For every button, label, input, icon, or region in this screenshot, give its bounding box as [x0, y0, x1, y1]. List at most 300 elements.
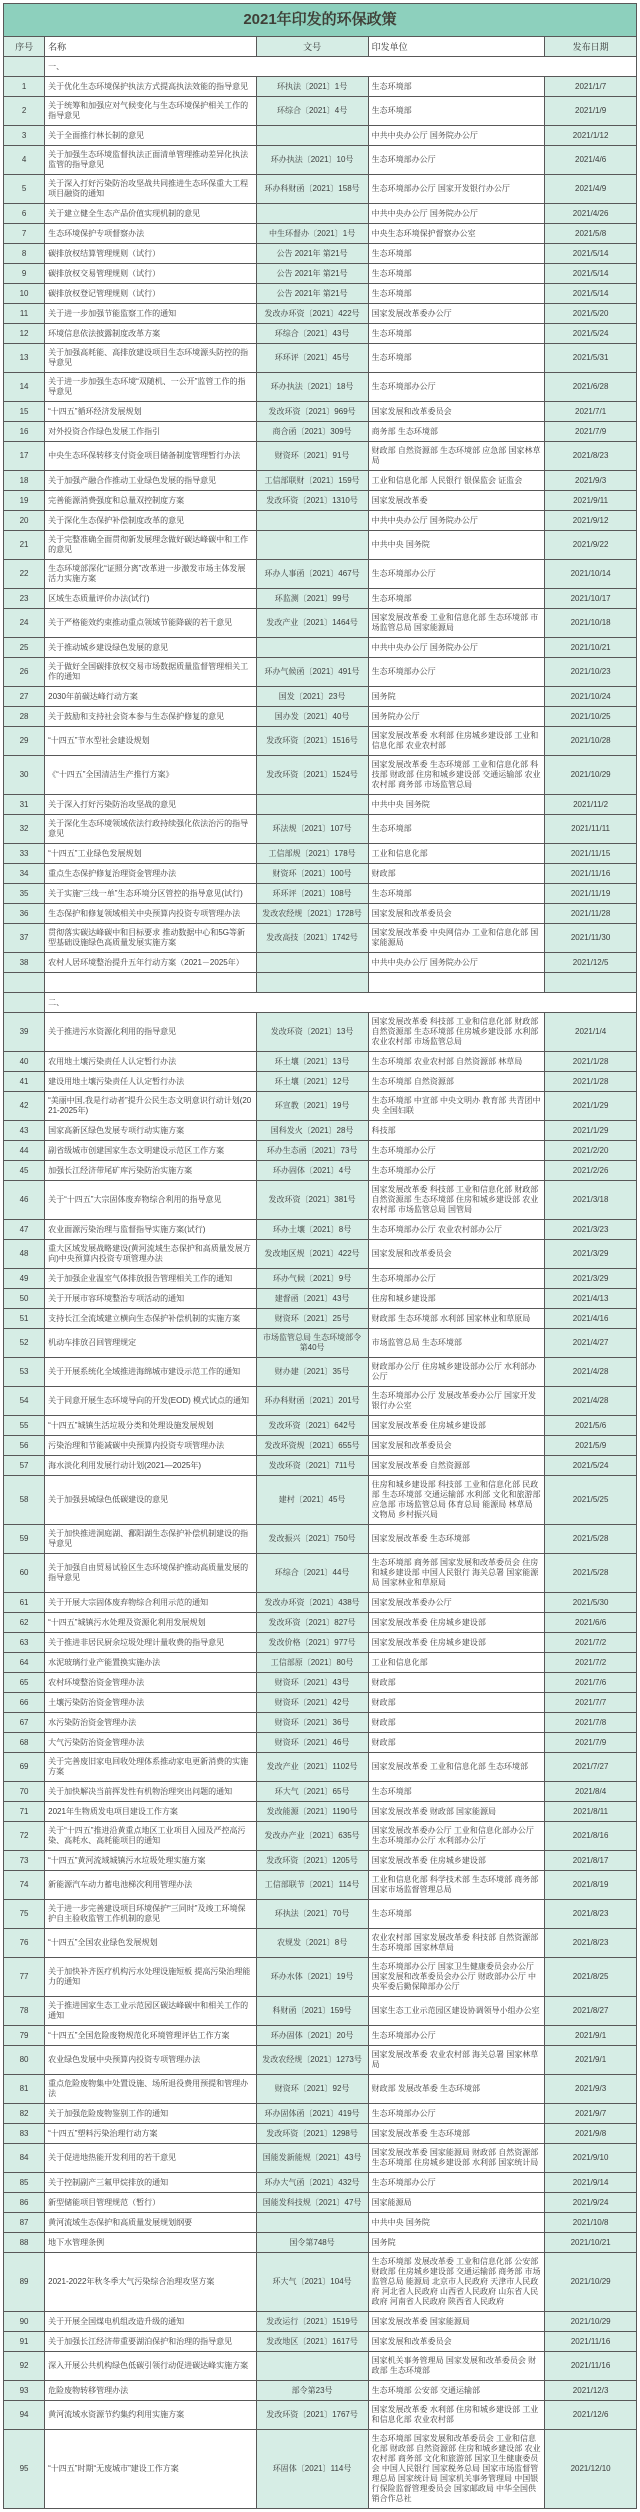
row-number-cell: 45: [4, 1161, 45, 1181]
issuing-unit-cell: 生态环境部 商务部 国家发展和改革委员会 住房和城乡建设部 中国人民银行 海关总署 国家能源局 国家林业和草原局: [368, 1554, 545, 1593]
issuing-unit-cell: 生态环境部: [368, 884, 545, 904]
publish-date-cell: 2021/4/27: [545, 1329, 637, 1358]
issuing-unit-cell: 生态环境部办公厅: [368, 146, 545, 175]
row-number-cell: 14: [4, 373, 45, 402]
policy-name-cell: 关于开展市容环境整治专项活动的通知: [45, 1289, 256, 1309]
table-row: [4, 175, 637, 204]
policy-name-cell: 关于建立健全生态产品价值实现机制的意见: [45, 204, 256, 224]
doc-number-cell: 财办建〔2021〕35号: [256, 1358, 368, 1387]
publish-date-cell: 2021/10/17: [545, 589, 637, 609]
row-number-cell: 74: [4, 1871, 45, 1900]
title-row: [4, 4, 637, 37]
spacer-row: [4, 973, 637, 993]
doc-number-cell: 环执法〔2021〕70号: [256, 1900, 368, 1929]
publish-date-cell: 2021/10/29: [545, 2312, 637, 2332]
policy-name-cell: “美丽中国,我是行动者”提升公民生态文明意识行动计划(2021-2025年): [45, 1092, 256, 1121]
issuing-unit-cell: 生态环境部办公厅 发展改革委办公厅 国家开发银行办公室: [368, 1387, 545, 1416]
issuing-unit-cell: 国家发展改革委 住房城乡建设部: [368, 1851, 545, 1871]
row-number-cell: 10: [4, 284, 45, 304]
issuing-unit-cell: 生态环境部办公厅: [368, 2104, 545, 2124]
publish-date-cell: 2021/11/11: [545, 815, 637, 844]
section-label: 一、: [45, 57, 637, 77]
doc-number-cell: 发改产业〔2021〕1464号: [256, 609, 368, 638]
issuing-unit-cell: 生态环境部: [368, 284, 545, 304]
publish-date-cell: 2021/11/19: [545, 884, 637, 904]
doc-number-cell: 财资环〔2021〕25号: [256, 1309, 368, 1329]
table-row: [4, 1329, 637, 1358]
policy-name-cell: 关于推进污水资源化利用的指导意见: [45, 1013, 256, 1052]
publish-date-cell: 2021/5/28: [545, 1554, 637, 1593]
row-number-cell: 5: [4, 175, 45, 204]
header-row: [4, 37, 637, 57]
doc-number-cell: 发改运行〔2021〕1519号: [256, 2312, 368, 2332]
publish-date-cell: 2021/11/16: [545, 2332, 637, 2352]
policy-name-cell: 土壤污染防治资金管理办法: [45, 1693, 256, 1713]
row-number-cell: 48: [4, 1240, 45, 1269]
row-number-cell: 58: [4, 1476, 45, 1525]
doc-number-cell: 环办固体函〔2021〕419号: [256, 2104, 368, 2124]
table-row: [4, 531, 637, 560]
publish-date-cell: 2021/3/18: [545, 1181, 637, 1220]
policy-name-cell: 重大区域发展战略建设(黄河流域生态保护和高质量发展方向)中央预算内投资专项管理办法: [45, 1240, 256, 1269]
row-number-cell: 67: [4, 1713, 45, 1733]
policy-name-cell: 黄河流域水资源节约集约利用实施方案: [45, 2401, 256, 2430]
table-row: [4, 727, 637, 756]
issuing-unit-cell: 国家发展改革委 国家能源局 财政部 自然资源部 生态环境部 住房城乡建设部 水利部 国家统计局: [368, 2144, 545, 2173]
issuing-unit-cell: 生态环境部: [368, 589, 545, 609]
policy-name-cell: 关于加快推进洞庭湖、鄱阳湖生态保护补偿机制建设的指导意见: [45, 1525, 256, 1554]
doc-number-cell: 建村〔2021〕45号: [256, 1476, 368, 1525]
doc-number-cell: 环执法〔2021〕1号: [256, 77, 368, 97]
publish-date-cell: 2021/5/14: [545, 244, 637, 264]
publish-date-cell: 2021/9/3: [545, 471, 637, 491]
publish-date-cell: 2021/5/24: [545, 324, 637, 344]
table-row: [4, 2144, 637, 2173]
policy-name-cell: 关于推进非居民厨余垃圾处理计量收费的指导意见: [45, 1633, 256, 1653]
publish-date-cell: 2021/9/10: [545, 2144, 637, 2173]
doc-number-cell: 发改价格〔2021〕977号: [256, 1633, 368, 1653]
row-number-cell: 40: [4, 1052, 45, 1072]
doc-number-cell: 环综合〔2021〕4号: [256, 97, 368, 126]
doc-number-cell: 环办水体〔2021〕19号: [256, 1958, 368, 1997]
table-row: [4, 1456, 637, 1476]
issuing-unit-cell: 财政部: [368, 1713, 545, 1733]
issuing-unit-cell: 财政部: [368, 1673, 545, 1693]
policy-name-cell: 重点危险废物集中处置设施、场所退役费用预提和管理办法: [45, 2075, 256, 2104]
table-row: [4, 1309, 637, 1329]
doc-number-cell: [256, 2213, 368, 2233]
policy-name-cell: 支持长江全流域建立横向生态保护补偿机制的实施方案: [45, 1309, 256, 1329]
policy-name-cell: 机动车排放召回管理规定: [45, 1329, 256, 1358]
table-row: [4, 2075, 637, 2104]
row-number-cell: 19: [4, 491, 45, 511]
doc-number-cell: 建督函〔2021〕43号: [256, 1289, 368, 1309]
publish-date-cell: 2021/9/1: [545, 2046, 637, 2075]
row-number-cell: 9: [4, 264, 45, 284]
publish-date-cell: 2021/9/22: [545, 531, 637, 560]
policy-name-cell: 关于加强自由贸易试验区生态环境保护推动高质量发展的指导意见: [45, 1554, 256, 1593]
doc-number-cell: 环办生态函〔2021〕73号: [256, 1141, 368, 1161]
row-number-cell: 41: [4, 1072, 45, 1092]
doc-number-cell: [256, 638, 368, 658]
table-row: [4, 97, 637, 126]
publish-date-cell: 2021/5/25: [545, 1476, 637, 1525]
issuing-unit-cell: 国家发展改革委 住房城乡建设部: [368, 1613, 545, 1633]
row-number-cell: 53: [4, 1358, 45, 1387]
publish-date-cell: 2021/11/15: [545, 844, 637, 864]
publish-date-cell: 2021/5/31: [545, 344, 637, 373]
publish-date-cell: 2021/5/30: [545, 1593, 637, 1613]
issuing-unit-cell: 国家发展改革委 住房城乡建设部: [368, 1416, 545, 1436]
row-number-cell: 59: [4, 1525, 45, 1554]
table-row: [4, 344, 637, 373]
row-number-cell: 31: [4, 795, 45, 815]
row-number-cell: 13: [4, 344, 45, 373]
issuing-unit-cell: 生态环境部: [368, 324, 545, 344]
issuing-unit-cell: 生态环境部: [368, 97, 545, 126]
row-number-cell: 21: [4, 531, 45, 560]
issuing-unit-cell: 生态环境部: [368, 1900, 545, 1929]
policy-name-cell: 水泥玻璃行业产能置换实施办法: [45, 1653, 256, 1673]
table-row: [4, 1161, 637, 1181]
publish-date-cell: 2021/10/21: [545, 638, 637, 658]
issuing-unit-cell: 国家发展改革委 科技部 工业和信息化部 财政部 自然资源部 生态环境部 住房和城乡建设部 农业农村部 市场监管总局 国管局: [368, 1181, 545, 1220]
publish-date-cell: 2021/7/9: [545, 1733, 637, 1753]
row-number-cell: 71: [4, 1802, 45, 1822]
table-row: [4, 1900, 637, 1929]
issuing-unit-cell: 生态环境部办公厅 国家卫生健康委员会办公厅 国家发展和改革委员会办公厅 财政部办公厅 中央军委后勤保障部办公厅: [368, 1958, 545, 1997]
policy-name-cell: 关于完整准确全面贯彻新发展理念做好碳达峰碳中和工作的意见: [45, 531, 256, 560]
row-number-cell: 39: [4, 1013, 45, 1052]
table-row: [4, 2104, 637, 2124]
issuing-unit-cell: 财政部 发展改革委 生态环境部: [368, 2075, 545, 2104]
row-number-cell: 35: [4, 884, 45, 904]
publish-date-cell: 2021/5/9: [545, 1436, 637, 1456]
row-number-cell: 89: [4, 2253, 45, 2312]
table-row: [4, 1958, 637, 1997]
table-row: [4, 511, 637, 531]
issuing-unit-cell: 中央生态环境保护督察办公室: [368, 224, 545, 244]
publish-date-cell: 2021/4/28: [545, 1358, 637, 1387]
policy-name-cell: 对外投资合作绿色发展工作指引: [45, 422, 256, 442]
column-header: 印发单位: [368, 37, 545, 57]
doc-number-cell: 发改办环资〔2021〕438号: [256, 1593, 368, 1613]
publish-date-cell: 2021/10/23: [545, 658, 637, 687]
doc-number-cell: 财资环〔2021〕36号: [256, 1713, 368, 1733]
issuing-unit-cell: 住房和城乡建设部 科技部 工业和信息化部 民政部 生态环境部 交通运输部 水利部 文化和旅游部 应急部 市场监管总局 体育总局 能源局 林草局 文物局 乡村振兴局: [368, 1476, 545, 1525]
row-number-cell: 72: [4, 1822, 45, 1851]
publish-date-cell: 2021/6/6: [545, 1613, 637, 1633]
issuing-unit-cell: 财政部: [368, 1733, 545, 1753]
publish-date-cell: 2021/9/8: [545, 2124, 637, 2144]
doc-number-cell: 环综合〔2021〕44号: [256, 1554, 368, 1593]
table-row: [4, 224, 637, 244]
policy-name-cell: 关于控制副产三氟甲烷排放的通知: [45, 2173, 256, 2193]
doc-number-cell: 发改环资〔2021〕642号: [256, 1416, 368, 1436]
doc-number-cell: 发改环资〔2021〕1205号: [256, 1851, 368, 1871]
table-row: [4, 1092, 637, 1121]
table-row: [4, 1851, 637, 1871]
policy-name-cell: 关于加强企业温室气体排放报告管理相关工作的通知: [45, 1269, 256, 1289]
table-row: [4, 284, 637, 304]
row-number-cell: 66: [4, 1693, 45, 1713]
issuing-unit-cell: 国家发展改革委 生态环境部: [368, 2124, 545, 2144]
doc-number-cell: 国能发新能规〔2021〕43号: [256, 2144, 368, 2173]
doc-number-cell: 国办发〔2021〕40号: [256, 707, 368, 727]
issuing-unit-cell: 财政部 生态环境部 水利部 国家林业和草原局: [368, 1309, 545, 1329]
publish-date-cell: 2021/4/28: [545, 1387, 637, 1416]
doc-number-cell: 环环评〔2021〕108号: [256, 884, 368, 904]
table-row: [4, 304, 637, 324]
policy-name-cell: 关于优化生态环境保护执法方式提高执法效能的指导意见: [45, 77, 256, 97]
issuing-unit-cell: 生态环境部办公厅: [368, 2173, 545, 2193]
doc-number-cell: 发改环资〔2021〕827号: [256, 1613, 368, 1633]
policy-name-cell: 关于“十四五”大宗固体废弃物综合利用的指导意见: [45, 1181, 256, 1220]
table-row: [4, 1554, 637, 1593]
policy-name-cell: 关于加强高耗能、高排放建设项目生态环境源头防控的指导意见: [45, 344, 256, 373]
policy-name-cell: 碳排放权登记管理规则（试行）: [45, 284, 256, 304]
doc-number-cell: 环土壤〔2021〕13号: [256, 1052, 368, 1072]
table-row: [4, 324, 637, 344]
row-number-cell: 94: [4, 2401, 45, 2430]
issuing-unit-cell: 生态环境部 国家发展和改革委员会 工业和信息化部 财政部 自然资源部 住房和城乡建设部 农业农村部 商务部 文化和旅游部 国家卫生健康委员会 中国人民银行 国家税务总局 国家市场监督管理总局 国家统计局 国家机关事务管理局 中国银行保险监督管理委员会 国家邮政局 中华全国供销合作总社: [368, 2430, 545, 2509]
row-number-cell: 61: [4, 1593, 45, 1613]
issuing-unit-cell: 中共中央 国务院: [368, 795, 545, 815]
publish-date-cell: 2021/1/28: [545, 1072, 637, 1092]
table-row: [4, 1929, 637, 1958]
table-row: [4, 707, 637, 727]
policy-name-cell: 2021-2022年秋冬季大气污染综合治理攻坚方案: [45, 2253, 256, 2312]
row-number-cell: 76: [4, 1929, 45, 1958]
doc-number-cell: 环办气候〔2021〕9号: [256, 1269, 368, 1289]
table-row: [4, 1613, 637, 1633]
doc-number-cell: 环宣教〔2021〕19号: [256, 1092, 368, 1121]
publish-date-cell: 2021/5/8: [545, 224, 637, 244]
doc-number-cell: 发改高技〔2021〕1742号: [256, 924, 368, 953]
policy-name-cell: 农用地土壤污染责任人认定暂行办法: [45, 1052, 256, 1072]
table-row: [4, 844, 637, 864]
row-number-cell: 85: [4, 2173, 45, 2193]
row-number-cell: 91: [4, 2332, 45, 2352]
table-row: [4, 2352, 637, 2381]
doc-number-cell: 财资环〔2021〕42号: [256, 1693, 368, 1713]
policy-name-cell: 关于深化生态环境领域依法行政持续强化依法治污的指导意见: [45, 815, 256, 844]
row-number-cell: 24: [4, 609, 45, 638]
publish-date-cell: 2021/9/12: [545, 511, 637, 531]
policy-name-cell: “十四五”工业绿色发展规划: [45, 844, 256, 864]
table-row: [4, 2253, 637, 2312]
table-row: [4, 2213, 637, 2233]
issuing-unit-cell: 国家发展改革委 自然资源部: [368, 1456, 545, 1476]
table-row: [4, 1693, 637, 1713]
issuing-unit-cell: 国家发展改革委 科技部 工业和信息化部 财政部 自然资源部 生态环境部 住房城乡建设部 水利部 农业农村部 市场监管总局: [368, 1013, 545, 1052]
publish-date-cell: 2021/10/28: [545, 727, 637, 756]
table-row: [4, 2173, 637, 2193]
policy-name-cell: 关于开展大宗固体废弃物综合利用示范的通知: [45, 1593, 256, 1613]
row-number-cell: 86: [4, 2193, 45, 2213]
publish-date-cell: 2021/11/28: [545, 904, 637, 924]
issuing-unit-cell: 财政部: [368, 864, 545, 884]
row-number-cell: 90: [4, 2312, 45, 2332]
issuing-unit-cell: 生态环境部 公安部 交通运输部: [368, 2381, 545, 2401]
issuing-unit-cell: 工业和信息化部: [368, 1653, 545, 1673]
doc-number-cell: 环办科财函〔2021〕158号: [256, 175, 368, 204]
doc-number-cell: 发改农经规〔2021〕1273号: [256, 2046, 368, 2075]
column-header: 发布日期: [545, 37, 637, 57]
doc-number-cell: 环办大气函〔2021〕432号: [256, 2173, 368, 2193]
table-row: [4, 2193, 637, 2213]
section-index-cell: [4, 57, 45, 77]
policy-name-cell: 碳排放权结算管理规则（试行）: [45, 244, 256, 264]
doc-number-cell: [256, 795, 368, 815]
doc-number-cell: 环办气候函〔2021〕491号: [256, 658, 368, 687]
doc-number-cell: 发改环资〔2021〕711号: [256, 1456, 368, 1476]
issuing-unit-cell: 住房和城乡建设部: [368, 1289, 545, 1309]
table-row: [4, 658, 637, 687]
row-number-cell: 2: [4, 97, 45, 126]
policy-name-cell: 国家高新区绿色发展专项行动实施方案: [45, 1121, 256, 1141]
publish-date-cell: 2021/3/29: [545, 1269, 637, 1289]
doc-number-cell: 工信部联财〔2021〕159号: [256, 471, 368, 491]
table-row: [4, 1713, 637, 1733]
publish-date-cell: 2021/4/9: [545, 175, 637, 204]
row-number-cell: 1: [4, 77, 45, 97]
publish-date-cell: 2021/1/7: [545, 77, 637, 97]
publish-date-cell: 2021/12/6: [545, 2401, 637, 2430]
policy-name-cell: 中央生态环保转移支付资金项目储备制度管理暂行办法: [45, 442, 256, 471]
issuing-unit-cell: 生态环境部: [368, 264, 545, 284]
issuing-unit-cell: 国家发展改革委办公厅: [368, 1593, 545, 1613]
table-row: [4, 1997, 637, 2026]
table-row: [4, 589, 637, 609]
doc-number-cell: 公告 2021年 第21号: [256, 284, 368, 304]
issuing-unit-cell: 生态环境部办公厅: [368, 1269, 545, 1289]
publish-date-cell: 2021/10/25: [545, 707, 637, 727]
table-row: [4, 1782, 637, 1802]
issuing-unit-cell: 国家发展改革委 财政部 国家能源局: [368, 1802, 545, 1822]
issuing-unit-cell: 国家发展改革委: [368, 491, 545, 511]
issuing-unit-cell: 中共中央办公厅 国务院办公厅: [368, 953, 545, 973]
table-row: [4, 2124, 637, 2144]
issuing-unit-cell: 国家机关事务管理局 国家发展和改革委员会 财政部 生态环境部: [368, 2352, 545, 2381]
doc-number-cell: 发改环资〔2021〕1298号: [256, 2124, 368, 2144]
issuing-unit-cell: 生态环境部办公厅: [368, 2026, 545, 2046]
policy-name-cell: 关于加强长江经济带重要湖泊保护和治理的指导意见: [45, 2332, 256, 2352]
policy-name-cell: 黄河流域生态保护和高质量发展规划纲要: [45, 2213, 256, 2233]
issuing-unit-cell: 国家发展改革委 农业农村部 海关总署 国家林草局: [368, 2046, 545, 2075]
issuing-unit-cell: 国家发展改革委 水利部 住房城乡建设部 工业和信息化部 农业农村部: [368, 727, 545, 756]
doc-number-cell: 发改环资〔2021〕381号: [256, 1181, 368, 1220]
table-row: [4, 2332, 637, 2352]
issuing-unit-cell: 中共中央 国务院: [368, 2213, 545, 2233]
publish-date-cell: 2021/12/3: [545, 2381, 637, 2401]
table-row: [4, 1476, 637, 1525]
doc-number-cell: 国科发火〔2021〕28号: [256, 1121, 368, 1141]
publish-date-cell: 2021/2/20: [545, 1141, 637, 1161]
row-number-cell: 55: [4, 1416, 45, 1436]
policy-name-cell: 完善能源消费强度和总量双控制度方案: [45, 491, 256, 511]
table-row: [4, 924, 637, 953]
policy-name-cell: “十四五”循环经济发展规划: [45, 402, 256, 422]
publish-date-cell: 2021/5/14: [545, 264, 637, 284]
row-number-cell: 46: [4, 1181, 45, 1220]
publish-date-cell: 2021/8/23: [545, 442, 637, 471]
policy-name-cell: “十四五”黄河流域城镇污水垃圾处理实施方案: [45, 1851, 256, 1871]
doc-number-cell: 发改振兴〔2021〕750号: [256, 1525, 368, 1554]
row-number-cell: 12: [4, 324, 45, 344]
publish-date-cell: 2021/4/26: [545, 204, 637, 224]
spacer-cell: [45, 973, 256, 993]
row-number-cell: 62: [4, 1613, 45, 1633]
issuing-unit-cell: 生态环境部办公厅: [368, 560, 545, 589]
doc-number-cell: 工信部规〔2021〕178号: [256, 844, 368, 864]
policy-name-cell: 关于全面推行林长制的意见: [45, 126, 256, 146]
policy-name-cell: 关于加强危险废物鉴别工作的通知: [45, 2104, 256, 2124]
publish-date-cell: 2021/8/23: [545, 1900, 637, 1929]
spacer-cell: [545, 973, 637, 993]
publish-date-cell: 2021/7/7: [545, 1693, 637, 1713]
publish-date-cell: 2021/5/14: [545, 284, 637, 304]
table-row: [4, 1802, 637, 1822]
table-row: [4, 442, 637, 471]
policy-name-cell: 关于开展全国煤电机组改造升级的通知: [45, 2312, 256, 2332]
issuing-unit-cell: 生态环境部 农业农村部 自然资源部 林草局: [368, 1052, 545, 1072]
table-row: [4, 1525, 637, 1554]
publish-date-cell: 2021/1/28: [545, 1052, 637, 1072]
row-number-cell: 77: [4, 1958, 45, 1997]
policy-name-cell: 关于严格能效约束推动重点领域节能降碳的若干意见: [45, 609, 256, 638]
policy-name-cell: 关于实施“三线一单”生态环境分区管控的指导意见(试行): [45, 884, 256, 904]
policy-name-cell: 关于完善废旧家电回收处理体系推动家电更新消费的实施方案: [45, 1753, 256, 1782]
policy-name-cell: 环境信息依法披露制度改革方案: [45, 324, 256, 344]
table-row: [4, 2401, 637, 2430]
doc-number-cell: 部令第23号: [256, 2381, 368, 2401]
row-number-cell: 70: [4, 1782, 45, 1802]
doc-number-cell: 环办固体〔2021〕20号: [256, 2026, 368, 2046]
publish-date-cell: 2021/1/9: [545, 97, 637, 126]
policy-name-cell: 深入开展公共机构绿色低碳引领行动促进碳达峰实施方案: [45, 2352, 256, 2381]
doc-number-cell: 环办执法〔2021〕18号: [256, 373, 368, 402]
row-number-cell: 6: [4, 204, 45, 224]
row-number-cell: 30: [4, 756, 45, 795]
publish-date-cell: 2021/8/19: [545, 1871, 637, 1900]
table-row: [4, 815, 637, 844]
row-number-cell: 87: [4, 2213, 45, 2233]
policy-name-cell: 关于加快补齐医疗机构污水处理设施短板 提高污染治理能力的通知: [45, 1958, 256, 1997]
table-row: [4, 1733, 637, 1753]
row-number-cell: 3: [4, 126, 45, 146]
table-row: [4, 1753, 637, 1782]
issuing-unit-cell: 生态环境部: [368, 1782, 545, 1802]
issuing-unit-cell: 中共中央办公厅 国务院办公厅: [368, 126, 545, 146]
table-row: [4, 560, 637, 589]
doc-number-cell: 发改环资规〔2021〕655号: [256, 1436, 368, 1456]
publish-date-cell: 2021/11/30: [545, 924, 637, 953]
table-row: [4, 1653, 637, 1673]
policy-name-cell: 大气污染防治资金管理办法: [45, 1733, 256, 1753]
issuing-unit-cell: 生态环境部办公厅 农业农村部办公厅: [368, 1220, 545, 1240]
publish-date-cell: 2021/1/12: [545, 126, 637, 146]
doc-number-cell: 公告 2021年 第21号: [256, 264, 368, 284]
doc-number-cell: 发改环资〔2021〕969号: [256, 402, 368, 422]
row-number-cell: 69: [4, 1753, 45, 1782]
policy-name-cell: 贯彻落实碳达峰碳中和目标要求 推动数据中心和5G等新型基础设施绿色高质量发展实施方案: [45, 924, 256, 953]
row-number-cell: 11: [4, 304, 45, 324]
doc-number-cell: 发改环资〔2021〕1516号: [256, 727, 368, 756]
row-number-cell: 63: [4, 1633, 45, 1653]
table-row: [4, 609, 637, 638]
doc-number-cell: 环固体〔2021〕114号: [256, 2430, 368, 2509]
